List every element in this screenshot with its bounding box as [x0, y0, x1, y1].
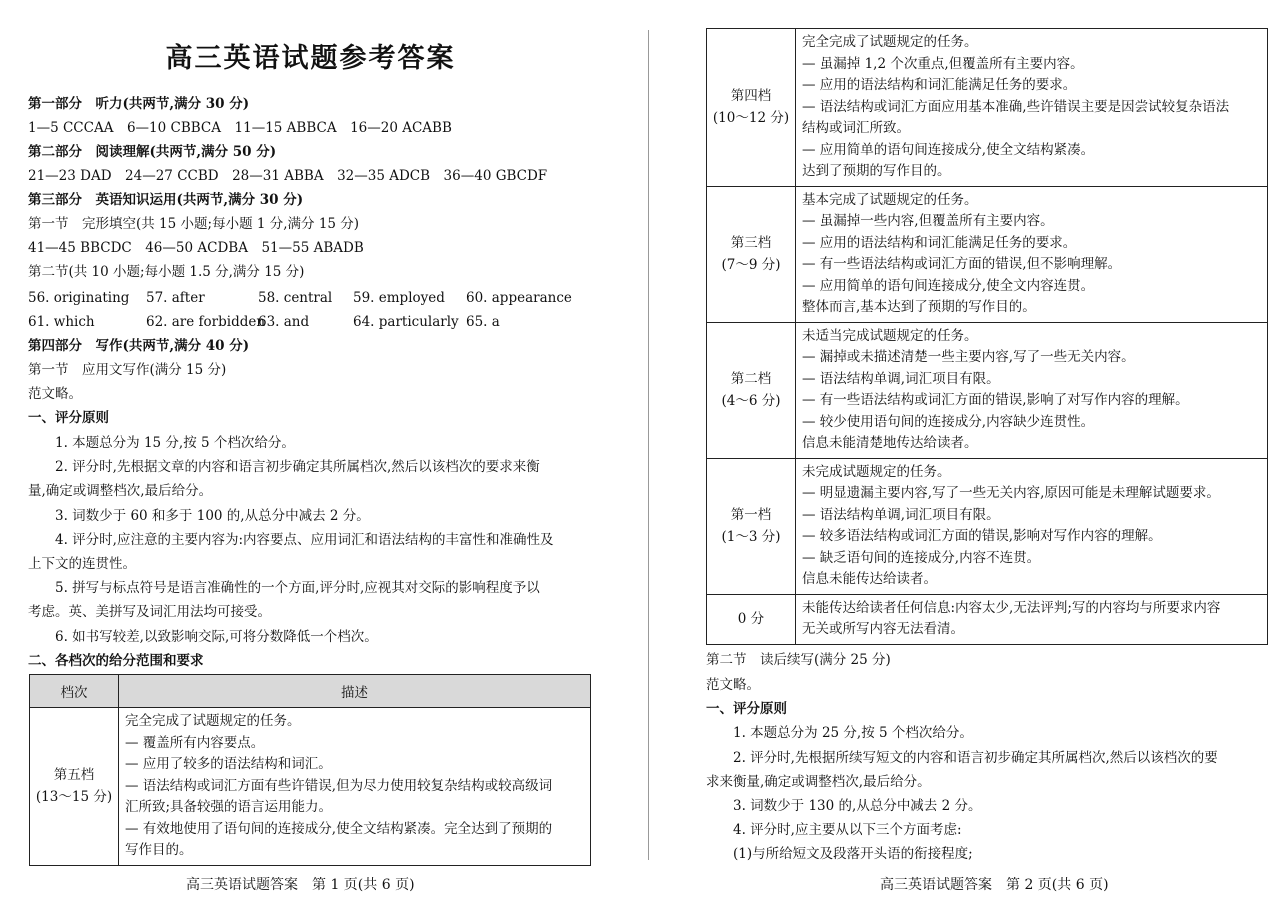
desc-line: — 应用简单的语句间连接成分,使全文结构紧凑。: [802, 141, 1095, 158]
desc-line: 完全完成了试题规定的任务。: [125, 713, 301, 729]
answer-61: 61. which: [28, 314, 95, 330]
answer-64: 64. particularly: [353, 314, 459, 330]
rule-1: 1. 本题总分为 15 分,按 5 个档次给分。: [55, 435, 295, 451]
desc-line: — 语法结构或词汇方面有些许错误,但为尽力使用较复杂结构或较高级词: [125, 777, 553, 794]
level-description: [796, 594, 1268, 644]
answer-57: 57. after: [146, 290, 205, 306]
part4-heading: 第四部分 写作(共两节,满分 40 分): [28, 338, 250, 354]
desc-line: 达到了预期的写作目的。: [802, 163, 951, 179]
header-desc: 描述: [119, 675, 591, 708]
desc-line: 无关或所写内容无法看清。: [802, 621, 964, 637]
rule-1: 1. 本题总分为 25 分,按 5 个档次给分。: [733, 725, 973, 741]
answer-58: 58. central: [258, 290, 333, 306]
level-cell: [707, 322, 796, 458]
rule-5-cont: 考虑。英、美拼写及词汇用法均可接受。: [28, 604, 271, 620]
table-header-row: [30, 675, 591, 708]
level-name: 0 分: [737, 611, 765, 627]
rule-4: 4. 评分时,应主要从以下三个方面考虑:: [733, 822, 962, 838]
desc-line: — 漏掉或未描述清楚一些主要内容,写了一些无关内容。: [802, 349, 1135, 365]
page-1: [28, 0, 593, 900]
grammar-fill-heading: 第二节(共 10 小题;每小题 1.5 分,满分 15 分): [28, 264, 305, 280]
page-footer: 高三英语试题答案 第 1 页(共 6 页): [186, 877, 415, 893]
level-name: 第二档: [730, 371, 772, 387]
level-name: 第四档: [730, 88, 772, 105]
level-range: (13～15 分): [35, 789, 113, 806]
answer-56: 56. originating: [28, 290, 130, 306]
writing-sec1-heading: 第一节 应用文写作(满分 15 分): [28, 362, 227, 378]
part3-heading: 第三部分 英语知识运用(共两节,满分 30 分): [28, 192, 304, 208]
level-description: [796, 322, 1268, 458]
levels-heading: 二、各档次的给分范围和要求: [28, 653, 204, 669]
desc-line: — 虽漏掉 1,2 个次重点,但覆盖所有主要内容。: [802, 55, 1084, 72]
level-table-part-2: [706, 28, 1268, 645]
part1-heading: 第一部分 听力(共两节,满分 30 分): [28, 96, 250, 112]
desc-line: — 应用的语法结构和词汇能满足任务的要求。: [802, 234, 1077, 251]
level-cell: [707, 458, 796, 594]
rule-2-cont: 求来衡量,确定或调整档次,最后给分。: [706, 774, 931, 790]
desc-line: 未适当完成试题规定的任务。: [802, 327, 978, 344]
level-range: (10～12 分): [712, 110, 790, 127]
rule-5: 5. 拼写与标点符号是语言准确性的一个方面,评分时,应视其对交际的影响程度予以: [55, 580, 540, 596]
desc-line: 信息未能传达给读者。: [802, 571, 937, 587]
rule-2: 2. 评分时,先根据所续写短文的内容和语言初步确定其所属档次,然后以该档次的要: [733, 750, 1218, 766]
part1-answers: 1—5 CCCAA 6—10 CBBCA 11—15 ABBCA 16—20 ACABB: [28, 120, 452, 136]
document-title: 高三英语试题参考答案: [165, 43, 456, 74]
desc-line: — 覆盖所有内容要点。: [125, 734, 265, 751]
cloze-answers: 41—45 BBCDC 46—50 ACDBA 51—55 ABADB: [28, 240, 364, 256]
level-cell: [707, 29, 796, 187]
table-row: [30, 708, 591, 866]
desc-line: — 应用的语法结构和词汇能满足任务的要求。: [802, 77, 1077, 93]
desc-line: — 明显遗漏主要内容,写了一些无关内容,原因可能是未理解试题要求。: [802, 485, 1220, 501]
header-level: 档次: [30, 675, 119, 708]
level-range: (7～9 分): [721, 257, 781, 273]
grammar-answers-row-2: [28, 313, 500, 331]
desc-line: — 缺乏语句间的连接成分,内容不连贯。: [802, 549, 1041, 566]
answer-65: 65. a: [466, 314, 500, 330]
rule-3: 3. 词数少于 60 和多于 100 的,从总分中减去 2 分。: [55, 508, 370, 524]
part2-heading: 第二部分 阅读理解(共两节,满分 50 分): [28, 144, 277, 160]
table-row: [707, 594, 1268, 644]
desc-line: 未能传达给读者任何信息:内容太少,无法评判;写的内容均与所要求内容: [802, 599, 1221, 616]
cloze-heading: 第一节 完形填空(共 15 小题;每小题 1 分,满分 15 分): [28, 216, 360, 232]
level-name: 第三档: [730, 235, 772, 251]
desc-line: — 有一些语法结构或词汇方面的错误,影响了对写作内容的理解。: [802, 392, 1189, 408]
level-range: (4～6 分): [721, 393, 781, 409]
page-divider: [648, 30, 649, 860]
level-description: [796, 186, 1268, 322]
page-2: [706, 0, 1268, 900]
desc-line: 整体而言,基本达到了预期的写作目的。: [802, 299, 1036, 315]
desc-line: — 较多语法结构或词汇方面的错误,影响对写作内容的理解。: [802, 528, 1162, 544]
rule-4-item-1: (1)与所给短文及段落开头语的衔接程度;: [733, 846, 973, 862]
level-name: 第五档: [53, 767, 95, 784]
rule-2-cont: 量,确定或调整档次,最后给分。: [28, 483, 213, 499]
rule-3: 3. 词数少于 130 的,从总分中减去 2 分。: [733, 798, 982, 814]
desc-line: — 语法结构单调,词汇项目有限。: [802, 370, 1000, 387]
writing-sec2-heading: 第二节 读后续写(满分 25 分): [706, 652, 891, 668]
desc-line: — 应用了较多的语法结构和词汇。: [125, 756, 332, 772]
desc-line: — 有效地使用了语句间的连接成分,使全文结构紧凑。完全达到了预期的: [125, 820, 553, 837]
desc-line: 结构或词汇所致。: [802, 120, 910, 136]
desc-line: — 较少使用语句间的连接成分,内容缺少连贯性。: [802, 413, 1095, 430]
sample-omitted: 范文略。: [706, 677, 760, 693]
level-cell: [30, 708, 119, 866]
table-row: [707, 29, 1268, 187]
desc-line: — 有一些语法结构或词汇方面的错误,但不影响理解。: [802, 256, 1122, 272]
scoring-principle-heading: 一、评分原则: [28, 410, 109, 426]
rule-4-cont: 上下文的连贯性。: [28, 556, 136, 572]
desc-line: — 虽漏掉一些内容,但覆盖所有主要内容。: [802, 213, 1054, 229]
desc-line: 信息未能清楚地传达给读者。: [802, 435, 978, 451]
desc-line: 汇所致;具备较强的语言运用能力。: [125, 799, 333, 815]
rule-6: 6. 如书写较差,以致影响交际,可将分数降低一个档次。: [55, 629, 378, 645]
level-name: 第一档: [730, 507, 772, 523]
grammar-answers-row-1: [28, 289, 572, 307]
answer-63: 63. and: [258, 314, 310, 330]
level-table-part-1: [29, 674, 591, 866]
desc-line: 基本完成了试题规定的任务。: [802, 191, 978, 208]
level-cell: [707, 594, 796, 644]
answer-62: 62. are forbidden: [146, 314, 266, 330]
level-description: [796, 29, 1268, 187]
level-cell: [707, 186, 796, 322]
table-row: [707, 322, 1268, 458]
page-footer: 高三英语试题答案 第 2 页(共 6 页): [880, 877, 1109, 893]
table-row: [707, 186, 1268, 322]
rule-2: 2. 评分时,先根据文章的内容和语言初步确定其所属档次,然后以该档次的要求来衡: [55, 459, 540, 475]
level-description: [119, 708, 591, 866]
desc-line: — 语法结构单调,词汇项目有限。: [802, 506, 1000, 523]
level-range: (1～3 分): [721, 529, 781, 545]
desc-line: 完全完成了试题规定的任务。: [802, 34, 978, 50]
rule-4: 4. 评分时,应注意的主要内容为:内容要点、应用词汇和语法结构的丰富性和准确性及: [55, 532, 554, 548]
level-description: [796, 458, 1268, 594]
desc-line: 未完成试题规定的任务。: [802, 463, 951, 480]
desc-line: 写作目的。: [125, 842, 193, 858]
answer-59: 59. employed: [353, 290, 445, 306]
desc-line: — 语法结构或词汇方面应用基本准确,些许错误主要是因尝试较复杂语法: [802, 98, 1230, 115]
table-row: [707, 458, 1268, 594]
desc-line: — 应用简单的语句间连接成分,使全文内容连贯。: [802, 277, 1095, 294]
sample-omitted: 范文略。: [28, 386, 82, 402]
part2-answers: 21—23 DAD 24—27 CCBD 28—31 ABBA 32—35 ADCB 36—40 GBCDF: [28, 168, 548, 184]
scoring-principle-heading: 一、评分原则: [706, 701, 787, 717]
answer-60: 60. appearance: [466, 290, 572, 306]
